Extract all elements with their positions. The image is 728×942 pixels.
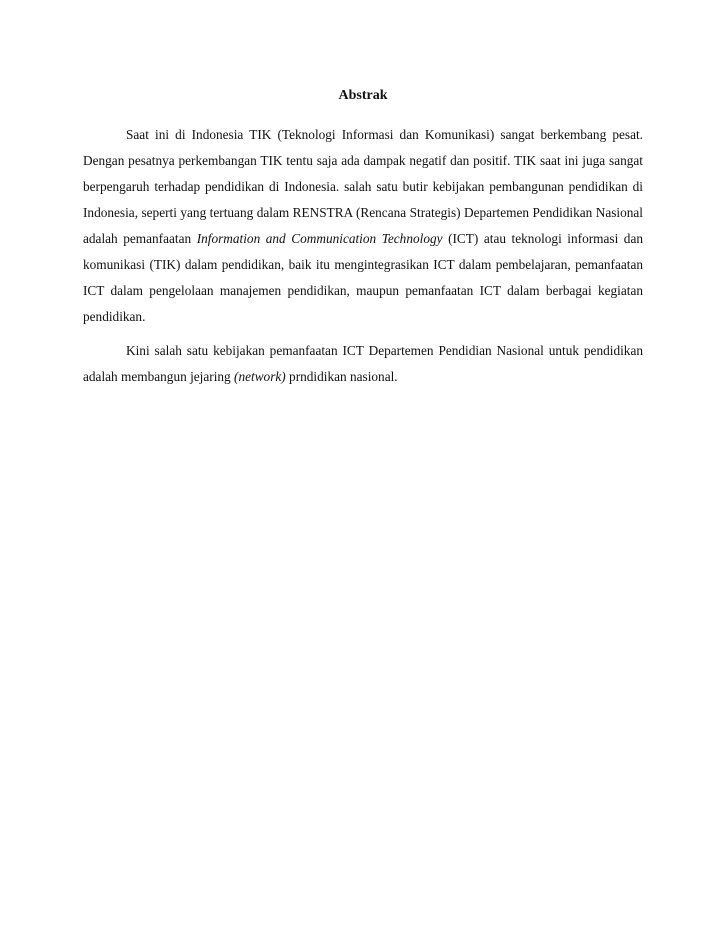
paragraph-2-text-b: prndidikan nasional. bbox=[285, 369, 398, 384]
document-body bbox=[83, 86, 643, 398]
paragraph-2-text-a: Kini salah satu kebijakan pemanfaatan ICT Departemen Pendidian Nasional untuk pendidikan adalah membangun jejaring bbox=[83, 343, 643, 384]
abstract-paragraph-2 bbox=[83, 338, 643, 390]
paragraph-1-text-a: Saat ini di Indonesia TIK (Teknologi Informasi dan Komunikasi) sangat berkembang pesat. Dengan pesatnya perkembangan TIK tentu saja ada dampak negatif dan positif. TIK saat ini juga sangat berpengaruh terhadap pendidikan di Indonesia. salah satu butir kebijakan pembangunan pendidikan di Indonesia, seperti yang tertuang dalam RENSTRA (Rencana Strategis) Departemen Pendidikan Nasional adalah pemanfaatan bbox=[83, 127, 643, 246]
paragraph-1-text-b: (ICT) atau teknologi informasi dan komunikasi (TIK) dalam pendidikan, baik itu mengintegrasikan ICT dalam pembelajaran, pemanfaatan ICT dalam pengelolaan manajemen pendidikan, maupun pemanfaatan ICT dalam berbagai kegiatan pendidikan. bbox=[83, 231, 643, 324]
document-title: Abstrak bbox=[338, 88, 388, 103]
abstract-paragraph-1 bbox=[83, 122, 643, 330]
paragraph-1-italic-term: Information and Communication Technology bbox=[196, 231, 443, 246]
paragraph-2-italic-term: (network) bbox=[234, 369, 286, 384]
